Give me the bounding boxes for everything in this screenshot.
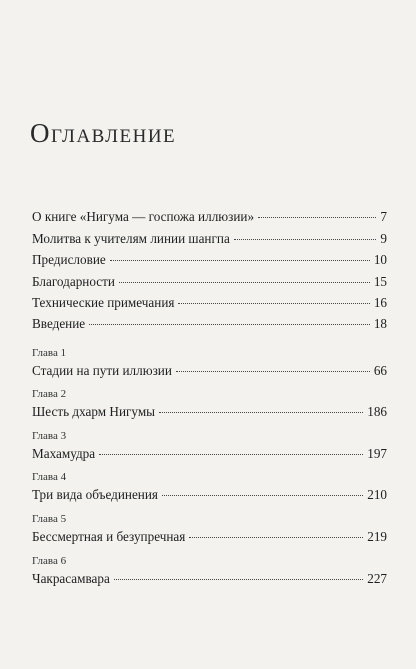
toc-entry-page: 7 (380, 209, 387, 224)
toc-entry-page: 66 (373, 363, 387, 378)
toc-entry-label: Молитва к учителям линии шангпа (32, 231, 230, 246)
toc-entry-label: Благодарности (32, 274, 115, 289)
toc-entry (32, 529, 387, 545)
toc-entry (32, 487, 387, 503)
toc-entry-label: Предисловие (32, 252, 106, 267)
toc-entry-page: 210 (367, 487, 387, 502)
toc-entry (32, 316, 387, 332)
chapter-number: Глава 3 (32, 430, 67, 442)
toc-entry-page: 15 (373, 274, 387, 289)
toc-entry-page: 18 (373, 316, 387, 331)
toc-entry-page: 9 (380, 231, 387, 246)
toc-entry (32, 274, 387, 290)
leader-dots (258, 217, 376, 218)
chapter-number: Глава 6 (32, 555, 67, 567)
toc-entry (32, 571, 387, 587)
toc-entry (32, 404, 387, 420)
toc-entry-page: 186 (367, 404, 387, 419)
toc-entry-label: О книге «Нигума — госпожа иллюзии» (32, 209, 255, 224)
chapter-number: Глава 1 (32, 347, 67, 359)
leader-dots (114, 579, 363, 580)
toc-entry-label: Стадии на пути иллюзии (32, 363, 172, 378)
toc-entry-label: Чакрасамвара (32, 571, 110, 586)
toc-entry-label: Введение (32, 316, 86, 331)
leader-dots (189, 537, 363, 538)
toc-entry-label: Бессмертная и безупречная (32, 529, 186, 544)
toc-entry (32, 363, 387, 379)
toc-entry (32, 446, 387, 462)
chapter-number: Глава 5 (32, 513, 67, 525)
toc-entry-page: 197 (367, 446, 387, 461)
toc-entry-label: Махамудра (32, 446, 96, 461)
leader-dots (234, 239, 377, 240)
toc-entry-page: 227 (367, 571, 387, 586)
leader-dots (99, 454, 363, 455)
toc-entry-page: 219 (367, 529, 387, 544)
leader-dots (89, 324, 370, 325)
leader-dots (162, 495, 363, 496)
toc-entry (32, 295, 387, 311)
toc-entry (32, 231, 387, 247)
leader-dots (119, 282, 370, 283)
toc-entry-label: Технические примечания (32, 295, 175, 310)
chapter-number: Глава 4 (32, 471, 67, 483)
leader-dots (159, 412, 363, 413)
toc-entry-label: Три вида объединения (32, 487, 158, 502)
leader-dots (178, 303, 369, 304)
toc-entry (32, 209, 387, 225)
leader-dots (110, 260, 370, 261)
toc-entry-page: 16 (373, 295, 387, 310)
page-title: Оглавление (30, 118, 177, 148)
chapter-number: Глава 2 (32, 388, 67, 400)
toc-entry (32, 252, 387, 268)
toc-entry-label: Шесть дхарм Нигумы (32, 404, 156, 419)
toc-entry-page: 10 (373, 252, 387, 267)
leader-dots (176, 371, 370, 372)
